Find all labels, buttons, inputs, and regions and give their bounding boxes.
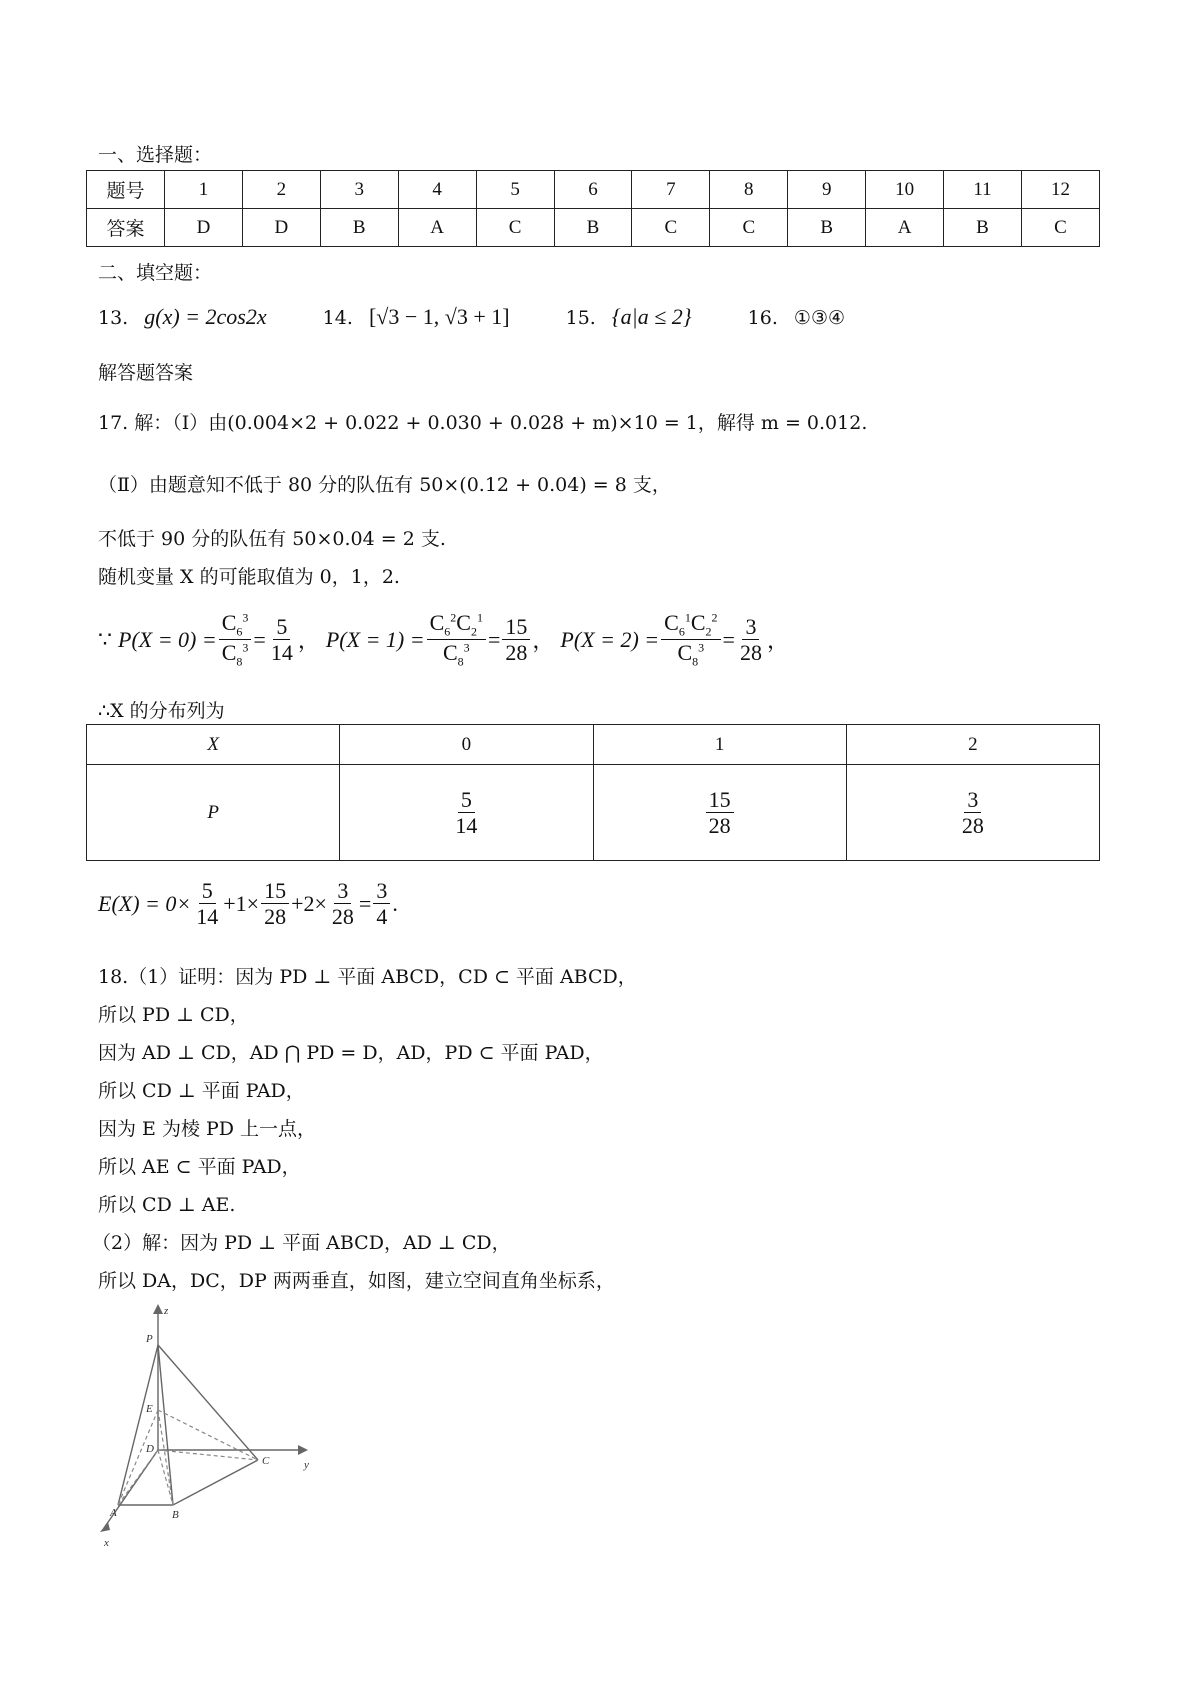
answer-number: 3 [320,171,398,209]
q18-line: 所以 DA，DC，DP 两两垂直，如图，建立空间直角坐标系， [98,1270,615,1292]
answer-cell: B [788,209,866,247]
answer-number: 1 [165,171,243,209]
dist-p-label: P [87,765,340,861]
dist-p-value: $\frac{15}{28}$ [593,765,846,861]
answer-number: 7 [632,171,710,209]
dist-x-value: 2 [846,725,1099,765]
answer-cell: C [1021,209,1099,247]
q15-answer: {a|a ≤ 2} [611,304,692,329]
p0-combination: $\frac{C_6^3}{C_8^3}$ [219,610,252,669]
distribution-intro: ∴X 的分布列为 [98,700,225,722]
label-x: x [104,1537,109,1549]
p2-lhs: P(X = 2) = [560,626,660,652]
because-symbol: ∵ [98,626,112,652]
q18-line: 所以 CD ⊥ 平面 PAD， [98,1080,305,1102]
answer-number: 11 [944,171,1022,209]
distribution-x-row [87,725,1100,765]
dist-x-value: 0 [340,725,593,765]
label-C: C [262,1455,270,1467]
p2-combination: $\frac{C_6^1C_2^2}{C_8^3}$ [661,610,720,669]
q14-answer: [√3 − 1, √3 + 1] [368,304,510,329]
answer-table [86,170,1100,247]
q18-line: 所以 CD ⊥ AE. [98,1194,236,1216]
answer-cell: A [866,209,944,247]
distribution-table [86,724,1100,861]
q18-line: 所以 AE ⊂ 平面 PAD， [98,1156,301,1178]
label-E: E [146,1403,153,1415]
q18-line: 所以 PD ⊥ CD， [98,1004,249,1026]
pyramid-coordinate-figure [98,1300,328,1550]
fill-in-answers [98,304,1078,330]
answer-table-answer-row [87,209,1100,247]
answer-number: 2 [242,171,320,209]
ex-eq: = [358,890,372,916]
q16-answer: ①③④ [793,307,846,329]
answer-cell: C [710,209,788,247]
q13-answer: g(x) = 2cos2x [144,304,267,329]
p0-value: $\frac{5}{14}$ [270,613,293,666]
answer-number: 8 [710,171,788,209]
q17-probabilities: ∵ P(X = 0) = $\frac{C_6^3}{C_8^3}$ = $\frac{5}{14}$ ， P(X = 1) = $\frac{C_6^2C_2^1}{C_8^3}$ = $\frac{15}{28}$ ， P(X = 2) = $\frac{C_6^1C_2^2}{C_8^3}$ = $\frac{3}{28}$ ， [98,610,789,669]
answer-cell: B [554,209,632,247]
answer-number: 4 [398,171,476,209]
dist-x-label: X [87,725,340,765]
q15-number: 15. [565,307,596,329]
q14-number: 14. [322,307,353,329]
answer-cell: B [320,209,398,247]
q18-line: 因为 E 为棱 PD 上一点， [98,1118,317,1140]
ex-end: . [392,890,398,916]
answer-number: 9 [788,171,866,209]
dist-p-value: $\frac{5}{14}$ [340,765,593,861]
p0-lhs: P(X = 0) = [118,626,217,652]
label-P: P [146,1333,153,1345]
label-z: z [164,1305,169,1317]
q18-line: （2）解：因为 PD ⊥ 平面 ABCD，AD ⊥ CD， [92,1232,511,1254]
q18-line: 18.（1）证明：因为 PD ⊥ 平面 ABCD，CD ⊂ 平面 ABCD， [98,966,637,988]
answer-number: 12 [1021,171,1099,209]
ex-term1: +1× [223,890,260,916]
label-A: A [110,1507,117,1519]
answer-cell: C [632,209,710,247]
answer-number: 6 [554,171,632,209]
q17-part2: （Ⅱ）由题意知不低于 80 分的队伍有 50×(0.12 + 0.04) = 8 支， [98,474,671,496]
p1-value: $\frac{15}{28}$ [502,614,530,666]
label-B: B [172,1509,179,1521]
answer-table-number-row [87,171,1100,209]
ex-term2: +2× [291,890,327,916]
answer-table-header-label: 题号 [87,171,165,209]
q13-number: 13. [98,307,129,329]
label-y: y [304,1459,309,1471]
q18-line: 因为 AD ⊥ CD，AD ⋂ PD = D，AD，PD ⊂ 平面 PAD， [98,1042,604,1064]
expectation: E(X) = 0× $\frac{5}{14}$ +1× $\frac{15}{28}$ +2× $\frac{3}{28}$ = $\frac{3}{4}$ . [98,878,398,930]
section2-title: 二、填空题： [98,262,213,284]
answer-table-answer-label: 答案 [87,209,165,247]
q16-number: 16. [747,307,778,329]
answer-number: 10 [866,171,944,209]
q17-line3: 不低于 90 分的队伍有 50×0.04 = 2 支. [98,528,446,550]
answer-cell: C [476,209,554,247]
answer-cell: D [165,209,243,247]
p2-value: $\frac{3}{28}$ [739,613,762,666]
ex-result: $\frac{3}{4}$ [373,878,390,930]
answer-number: 5 [476,171,554,209]
dist-x-value: 1 [593,725,846,765]
label-D: D [146,1443,154,1455]
answer-cell: B [944,209,1022,247]
dist-p-value: $\frac{3}{28}$ [846,765,1099,861]
p1-lhs: P(X = 1) = [325,626,425,652]
distribution-p-row [87,765,1100,861]
p1-combination: $\frac{C_6^2C_2^1}{C_8^3}$ [427,610,486,669]
q17-line4: 随机变量 X 的可能取值为 0，1，2. [98,566,400,588]
section3-title: 解答题答案 [98,362,194,384]
ex-lhs: E(X) = 0× [98,890,192,916]
answer-cell: D [242,209,320,247]
q17-part1: 17. 解：（Ⅰ）由(0.004×2 + 0.022 + 0.030 + 0.028 + m)×10 = 1，解得 m = 0.012. [98,412,868,434]
answer-cell: A [398,209,476,247]
section1-title: 一、选择题： [98,144,213,166]
